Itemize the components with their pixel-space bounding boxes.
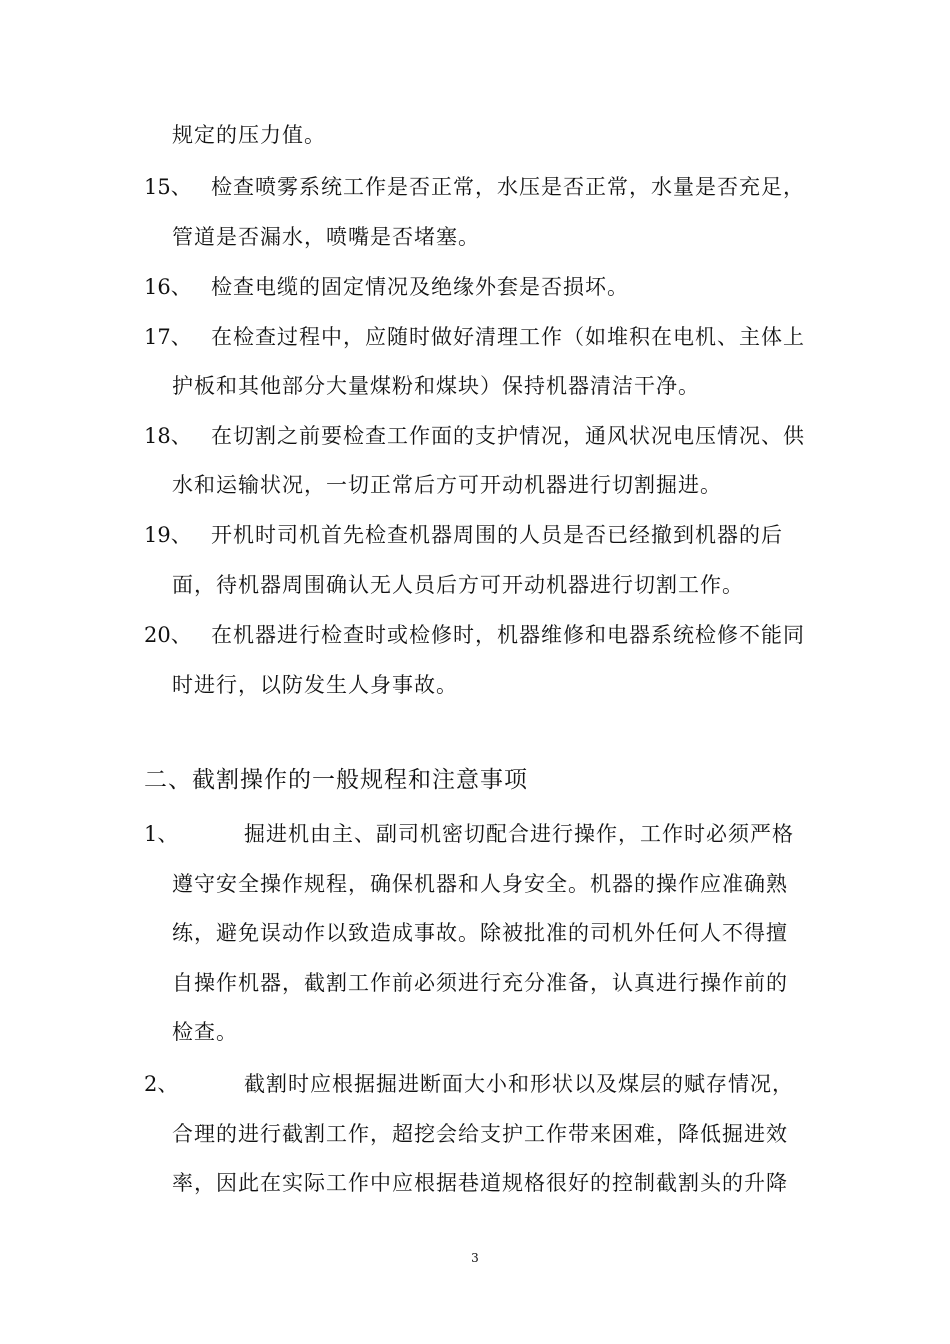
section-item-text-line: 合理的进行截割工作，超挖会给支护工作带来困难，降低掘进效 [172,1122,788,1146]
item-text-line: 在机器进行检查时或检修时，机器维修和电器系统检修不能同 [211,623,805,647]
section-heading: 二、截割操作的一般规程和注意事项 [144,767,528,793]
item-number: 18、 [144,424,192,448]
section-item-text-line: 练，避免误动作以致造成事故。除被批准的司机外任何人不得擅 [172,921,788,945]
item-number: 16、 [144,275,192,299]
item-text-line: 面，待机器周围确认无人员后方可开动机器进行切割工作。 [172,573,744,597]
item-text-line: 时进行，以防发生人身事故。 [172,673,458,697]
item-number: 19、 [144,523,192,547]
item-text-line: 在切割之前要检查工作面的支护情况，通风状况电压情况、供 [211,424,805,448]
item-number: 15、 [144,175,192,199]
item-text-line: 检查电缆的固定情况及绝缘外套是否损坏。 [211,275,629,299]
item-text-line: 检查喷雾系统工作是否正常，水压是否正常，水量是否充足， [211,175,805,199]
section-item-text-line: 检查。 [172,1020,238,1044]
item-text-line: 开机时司机首先检查机器周围的人员是否已经撤到机器的后 [211,523,783,547]
item-text-line: 护板和其他部分大量煤粉和煤块）保持机器清洁干净。 [172,374,700,398]
item-number: 17、 [144,325,192,349]
item-text-line: 管道是否漏水，喷嘴是否堵塞。 [172,225,480,249]
section-item-text-line: 自操作机器，截割工作前必须进行充分准备，认真进行操作前的 [172,971,788,995]
continuation-line: 规定的压力值。 [172,123,326,147]
section-item-text-line: 掘进机由主、副司机密切配合进行操作，工作时必须严格 [244,822,794,846]
section-item-number: 2、 [144,1072,179,1096]
item-text-line: 水和运输状况，一切正常后方可开动机器进行切割掘进。 [172,473,722,497]
section-item-text-line: 截割时应根据掘进断面大小和形状以及煤层的赋存情况， [244,1072,794,1096]
section-item-number: 1、 [144,822,179,846]
item-number: 20、 [144,623,192,647]
item-text-line: 在检查过程中，应随时做好清理工作（如堆积在电机、主体上 [211,325,805,349]
page-number: 3 [471,1251,479,1265]
section-item-text-line: 率，因此在实际工作中应根据巷道规格很好的控制截割头的升降 [172,1171,788,1195]
section-item-text-line: 遵守安全操作规程，确保机器和人身安全。机器的操作应准确熟 [172,872,788,896]
